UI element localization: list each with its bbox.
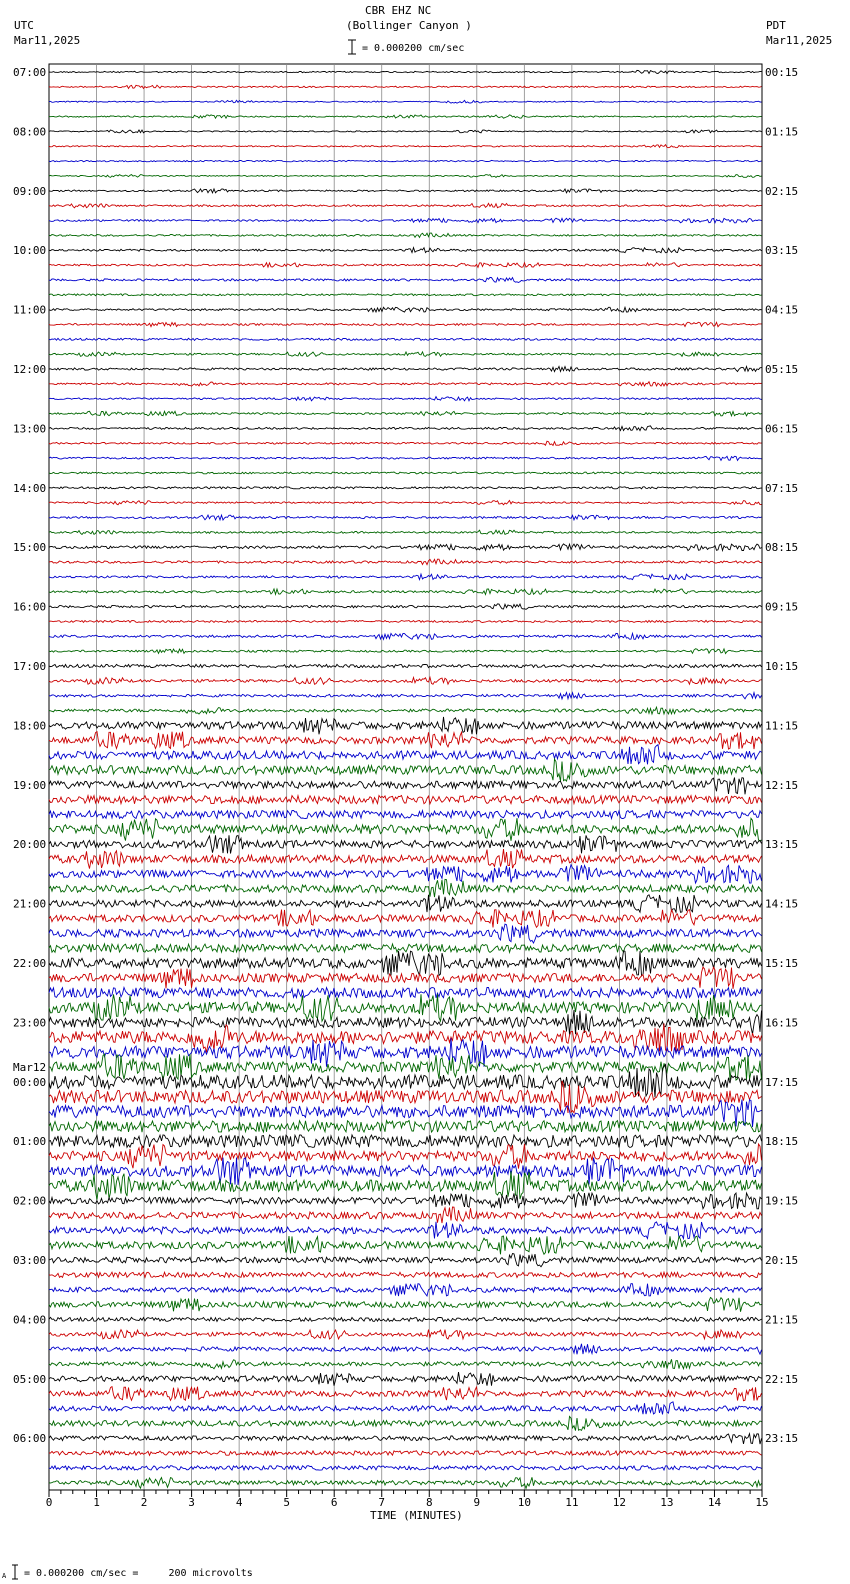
utc-hour-label: 17:00 <box>13 660 47 673</box>
right-date: Mar11,2025 <box>766 34 833 47</box>
pdt-hour-label: 20:15 <box>765 1254 799 1267</box>
pdt-hour-label: 07:15 <box>765 481 799 495</box>
utc-hour-label: 05:00 <box>13 1372 47 1386</box>
trace-line <box>49 620 762 622</box>
x-tick-label: 14 <box>707 1496 722 1509</box>
trace-line <box>49 818 762 841</box>
trace-line <box>49 307 762 312</box>
utc-hour-label: 06:00 <box>13 1432 47 1446</box>
trace-line <box>49 1144 762 1169</box>
trace-line <box>49 1359 762 1369</box>
utc-hour-label: 11:00 <box>13 303 47 317</box>
trace-line <box>49 796 762 804</box>
trace-line <box>49 472 762 474</box>
trace-line <box>49 263 762 268</box>
trace-line <box>49 717 762 734</box>
trace-line <box>49 574 762 580</box>
pdt-hour-label: 11:15 <box>765 719 799 733</box>
trace-line <box>49 994 762 1021</box>
trace-line <box>49 1387 762 1401</box>
trace-line <box>49 1207 762 1223</box>
trace-line <box>49 145 762 148</box>
utc-hour-label: 15:00 <box>13 541 47 555</box>
x-tick-label: 6 <box>330 1496 338 1509</box>
trace-line <box>49 1284 762 1296</box>
trace-line <box>49 85 762 88</box>
trace-line <box>49 100 762 103</box>
utc-hour-label: 12:00 <box>13 363 47 376</box>
trace-line <box>49 944 762 953</box>
utc-hour-label: 04:00 <box>13 1313 47 1327</box>
trace-line <box>49 633 762 639</box>
trace-group <box>49 70 762 1488</box>
utc-hour-label: 10:00 <box>13 244 47 258</box>
pdt-hour-label: 02:15 <box>765 184 799 198</box>
x-tick-label: 4 <box>235 1496 243 1509</box>
x-tick-label: 8 <box>425 1496 433 1509</box>
scale-text: = 0.000200 cm/sec <box>362 43 465 54</box>
trace-line <box>49 951 762 976</box>
trace-line <box>49 441 762 445</box>
trace-line <box>49 1222 762 1239</box>
trace-line <box>49 277 762 282</box>
utc-hour-label: 14:00 <box>13 481 47 495</box>
trace-line <box>49 879 762 897</box>
pdt-hour-label: 12:15 <box>765 778 799 792</box>
utc-hour-label: 23:00 <box>13 1016 47 1030</box>
trace-line <box>49 1317 762 1321</box>
trace-line <box>49 1416 762 1430</box>
trace-line <box>49 130 762 133</box>
x-tick-label: 0 <box>45 1496 53 1509</box>
pdt-hour-label: 21:15 <box>765 1313 799 1327</box>
date-change-label: Mar12 <box>13 1061 47 1074</box>
utc-hour-label: 16:00 <box>13 600 47 614</box>
x-tick-label: 15 <box>755 1496 769 1509</box>
pdt-hour-label: 10:15 <box>765 660 799 673</box>
pdt-hour-label: 14:15 <box>765 897 799 911</box>
pdt-hour-label: 05:15 <box>765 363 799 376</box>
x-tick-label: 5 <box>283 1496 290 1509</box>
pdt-hour-label: 22:15 <box>765 1372 799 1386</box>
pdt-hour-label: 04:15 <box>765 303 799 317</box>
utc-hour-label: 00:00 <box>13 1075 47 1089</box>
trace-line <box>49 778 762 795</box>
utc-hour-label: 20:00 <box>13 838 47 852</box>
trace-line <box>49 218 762 223</box>
pdt-hour-label: 06:15 <box>765 422 799 436</box>
trace-line <box>49 589 762 595</box>
trace-line <box>49 515 762 520</box>
trace-line <box>49 707 762 714</box>
trace-line <box>49 1193 762 1209</box>
utc-hour-label: 13:00 <box>13 422 47 436</box>
trace-line <box>49 1477 762 1488</box>
pdt-hour-label: 16:15 <box>765 1016 799 1030</box>
left-date: Mar11,2025 <box>14 34 81 47</box>
trace-line <box>49 988 762 998</box>
pdt-hour-label: 15:15 <box>765 957 799 970</box>
trace-line <box>49 924 762 943</box>
x-tick-label: 11 <box>565 1496 579 1509</box>
trace-line <box>49 115 762 118</box>
pdt-hour-label: 08:15 <box>765 541 799 555</box>
right-timezone: PDT <box>766 19 786 32</box>
trace-line <box>49 1023 762 1051</box>
trace-line <box>49 1254 762 1267</box>
utc-hour-label: 19:00 <box>13 778 47 792</box>
trace-line <box>49 426 762 431</box>
trace-line <box>49 203 762 207</box>
trace-line <box>49 759 762 781</box>
trace-line <box>49 559 762 564</box>
trace-line <box>49 604 762 610</box>
pdt-hour-label: 03:15 <box>765 244 799 258</box>
trace-line <box>49 1330 762 1339</box>
footer-marker: A <box>2 1572 7 1580</box>
utc-hour-label: 08:00 <box>13 125 47 139</box>
trace-line <box>49 1236 762 1254</box>
trace-line <box>49 530 762 534</box>
trace-line <box>49 1158 762 1185</box>
trace-line <box>49 487 762 489</box>
trace-line <box>49 1298 762 1312</box>
trace-line <box>49 732 762 750</box>
site-title: (Bollinger Canyon ) <box>346 19 472 32</box>
trace-line <box>49 338 762 340</box>
trace-line <box>49 160 762 161</box>
trace-line <box>49 397 762 401</box>
trace-line <box>49 1402 762 1415</box>
x-tick-label: 7 <box>378 1496 386 1509</box>
left-timezone: UTC <box>14 19 34 32</box>
trace-line <box>49 382 762 386</box>
trace-line <box>49 1135 762 1148</box>
trace-line <box>49 411 762 416</box>
station-title: CBR EHZ NC <box>365 4 432 17</box>
trace-line <box>49 895 762 913</box>
trace-line <box>49 967 762 989</box>
trace-line <box>49 1054 762 1080</box>
trace-line <box>49 693 762 699</box>
pdt-hour-label: 00:15 <box>765 66 799 79</box>
trace-line <box>49 248 762 253</box>
trace-line <box>49 1272 762 1277</box>
trace-line <box>49 1344 762 1355</box>
trace-line <box>49 677 762 684</box>
trace-line <box>49 70 762 73</box>
trace-line <box>49 849 762 869</box>
trace-line <box>49 1466 762 1470</box>
trace-line <box>49 1121 762 1133</box>
x-axis <box>46 1490 769 1509</box>
pdt-hour-label: 18:15 <box>765 1135 799 1149</box>
x-axis-label: TIME (MINUTES) <box>370 1509 463 1522</box>
trace-line <box>49 835 762 853</box>
pdt-hour-label: 13:15 <box>765 838 799 852</box>
utc-hour-label: 09:00 <box>13 184 47 198</box>
trace-line <box>49 910 762 928</box>
utc-hour-label: 22:00 <box>13 957 47 970</box>
x-tick-label: 9 <box>473 1496 481 1509</box>
trace-line <box>49 649 762 654</box>
utc-hour-label: 07:00 <box>13 66 47 79</box>
trace-line <box>49 1038 762 1067</box>
trace-line <box>49 233 762 237</box>
utc-hour-label: 01:00 <box>13 1135 47 1149</box>
trace-line <box>49 664 762 667</box>
pdt-hour-label: 19:15 <box>765 1194 799 1208</box>
utc-hour-label: 18:00 <box>13 719 47 733</box>
trace-line <box>49 175 762 178</box>
utc-hour-label: 02:00 <box>13 1194 47 1208</box>
pdt-hour-label: 17:15 <box>765 1075 799 1089</box>
pdt-hour-label: 09:15 <box>765 600 799 614</box>
x-tick-label: 3 <box>188 1496 195 1509</box>
pdt-hour-label: 23:15 <box>765 1432 799 1446</box>
trace-line <box>49 544 762 551</box>
trace-line <box>49 1434 762 1444</box>
x-tick-label: 2 <box>140 1496 148 1509</box>
utc-hour-label: 21:00 <box>13 897 47 911</box>
trace-line <box>49 501 762 505</box>
trace-line <box>49 1372 762 1386</box>
trace-line <box>49 456 762 460</box>
trace-line <box>49 810 762 818</box>
x-tick-label: 13 <box>660 1496 674 1509</box>
x-tick-label: 12 <box>612 1496 627 1509</box>
trace-line <box>49 366 762 371</box>
x-tick-label: 1 <box>93 1496 100 1509</box>
footer-scale-text: = 0.000200 cm/sec = 200 microvolts <box>24 1568 253 1579</box>
pdt-hour-label: 01:15 <box>765 125 799 139</box>
trace-line <box>49 865 762 883</box>
utc-hour-label: 03:00 <box>13 1254 47 1267</box>
trace-line <box>49 1451 762 1456</box>
trace-line <box>49 189 762 193</box>
x-tick-label: 10 <box>517 1496 531 1509</box>
trace-line <box>49 294 762 296</box>
trace-line <box>49 352 762 357</box>
trace-line <box>49 322 762 327</box>
